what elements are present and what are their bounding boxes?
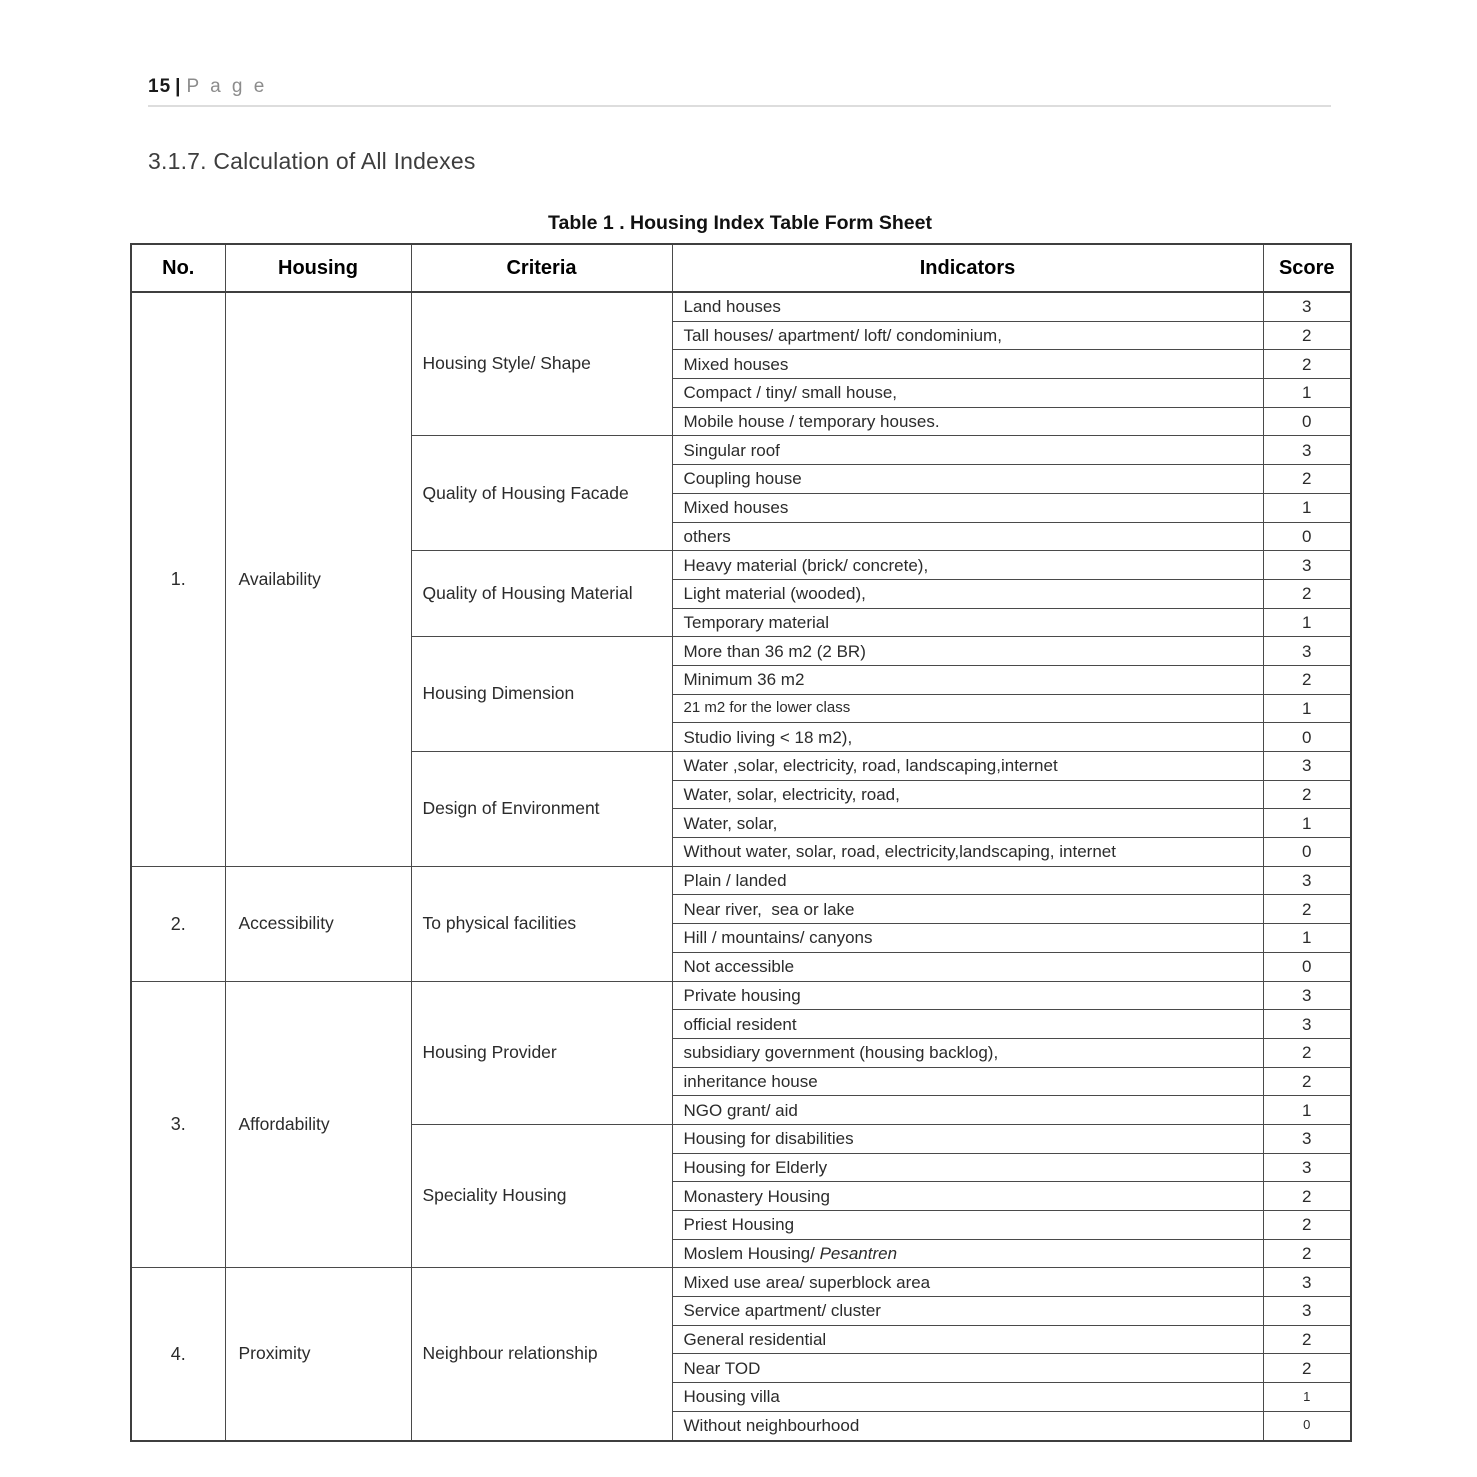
score-cell: 2 — [1263, 350, 1351, 379]
indicator-cell — [672, 1268, 1263, 1297]
score-cell: 3 — [1263, 1153, 1351, 1182]
criteria-cell-neighbour-relationship: Neighbour relationship — [411, 1268, 672, 1441]
score-cell: 3 — [1263, 637, 1351, 666]
indicator-text: 21 m2 for the lower class — [683, 699, 851, 717]
indicator-cell — [672, 493, 1263, 522]
indicator-cell — [672, 694, 1263, 723]
score-cell: 0 — [1263, 838, 1351, 867]
row-number-cell: 3. — [131, 981, 225, 1268]
indicator-text: Moslem Housing/ — [683, 1244, 820, 1264]
criteria-cell-speciality-housing: Speciality Housing — [411, 1124, 672, 1267]
indicator-cell — [672, 1411, 1263, 1440]
indicator-cell — [672, 723, 1263, 752]
score-cell: 2 — [1263, 579, 1351, 608]
score-cell: 1 — [1263, 694, 1351, 723]
indicator-cell — [672, 1124, 1263, 1153]
criteria-cell-quality-of-housing-facade: Quality of Housing Facade — [411, 436, 672, 551]
indicator-cell — [672, 1067, 1263, 1096]
score-cell: 2 — [1263, 1354, 1351, 1383]
indicator-cell — [672, 1182, 1263, 1211]
indicator-cell — [672, 1153, 1263, 1182]
score-cell: 0 — [1263, 723, 1351, 752]
table-title: Table 1 . Housing Index Table Form Sheet — [548, 212, 932, 234]
score-cell: 2 — [1263, 665, 1351, 694]
indicator-text: Temporary material — [683, 612, 829, 632]
row-number-cell: 2. — [131, 866, 225, 981]
score-cell: 0 — [1263, 522, 1351, 551]
row-number-cell: 4. — [131, 1268, 225, 1441]
indicator-cell — [672, 1354, 1263, 1383]
score-cell: 2 — [1263, 1038, 1351, 1067]
indicator-text: Studio living < 18 m2), — [683, 727, 853, 747]
indicator-cell — [672, 809, 1263, 838]
indicator-text: Land houses — [683, 297, 781, 317]
indicator-text: Mobile house / temporary houses. — [683, 412, 940, 432]
row-number-cell: 1. — [131, 292, 225, 866]
score-cell: 1 — [1263, 1383, 1351, 1412]
page-header-separator: | — [175, 76, 181, 97]
score-cell: 3 — [1263, 551, 1351, 580]
indicator-cell — [672, 866, 1263, 895]
indicator-text: Mixed use area/ superblock area — [683, 1272, 931, 1292]
indicator-cell — [672, 379, 1263, 408]
indicator-text: Water, solar, electricity, road, — [683, 785, 900, 805]
indicator-text: Mixed houses — [683, 354, 789, 374]
score-cell: 2 — [1263, 1325, 1351, 1354]
score-cell: 2 — [1263, 1211, 1351, 1240]
criteria-cell-to-physical-facilities: To physical facilities — [411, 866, 672, 981]
indicator-cell — [672, 952, 1263, 981]
indicator-cell — [672, 350, 1263, 379]
criteria-cell-quality-of-housing-material: Quality of Housing Material — [411, 551, 672, 637]
page-word: P a g e — [186, 76, 268, 97]
page-number: 15 — [148, 76, 172, 97]
column-header-housing: Housing — [225, 244, 411, 292]
indicator-cell — [672, 1383, 1263, 1412]
score-cell: 1 — [1263, 493, 1351, 522]
column-header-score: Score — [1263, 244, 1351, 292]
indicator-cell — [672, 1211, 1263, 1240]
indicator-text: Service apartment/ cluster — [683, 1301, 881, 1321]
indicator-cell — [672, 1325, 1263, 1354]
page-header — [148, 76, 267, 98]
indicator-cell — [672, 637, 1263, 666]
score-cell: 3 — [1263, 752, 1351, 781]
indicator-cell — [672, 1096, 1263, 1125]
header-rule — [148, 105, 1331, 107]
criteria-cell-design-of-environment: Design of Environment — [411, 752, 672, 867]
criteria-cell-housing-style-shape: Housing Style/ Shape — [411, 292, 672, 436]
housing-cell-proximity: Proximity — [225, 1268, 411, 1441]
table-row — [131, 981, 1351, 1010]
score-cell: 3 — [1263, 1297, 1351, 1326]
indicator-cell — [672, 522, 1263, 551]
table-body — [131, 292, 1351, 1441]
score-cell: 2 — [1263, 321, 1351, 350]
indicator-text: Light material (wooded), — [683, 584, 866, 604]
indicator-text: Heavy material (brick/ concrete), — [683, 555, 929, 575]
score-cell: 0 — [1263, 1411, 1351, 1440]
score-cell: 0 — [1263, 952, 1351, 981]
table-header-row — [131, 244, 1351, 292]
score-cell: 3 — [1263, 292, 1351, 321]
score-cell: 3 — [1263, 1010, 1351, 1039]
indicator-text: Compact / tiny/ small house, — [683, 383, 898, 403]
indicator-text: Water ,solar, electricity, road, landscaping,internet — [683, 756, 1058, 776]
indicator-text: Without water, solar, road, electricity,landscaping, internet — [683, 842, 1116, 862]
indicator-text: Plain / landed — [683, 871, 787, 891]
indicator-text: Minimum 36 m2 — [683, 670, 805, 690]
column-header-indicators: Indicators — [672, 244, 1263, 292]
indicator-cell — [672, 1297, 1263, 1326]
indicator-text: Near river, sea or lake — [683, 899, 855, 919]
indicator-cell — [672, 608, 1263, 637]
indicator-text: General residential — [683, 1330, 827, 1350]
housing-cell-affordability: Affordability — [225, 981, 411, 1268]
indicator-text: Without neighbourhood — [683, 1416, 860, 1436]
indicator-cell — [672, 1010, 1263, 1039]
indicator-text: Mixed houses — [683, 498, 789, 518]
table-row — [131, 292, 1351, 321]
criteria-cell-housing-provider: Housing Provider — [411, 981, 672, 1124]
score-cell: 2 — [1263, 780, 1351, 809]
indicator-cell — [672, 838, 1263, 867]
indicator-text: Hill / mountains/ canyons — [683, 928, 873, 948]
score-cell: 2 — [1263, 1067, 1351, 1096]
criteria-cell-housing-dimension: Housing Dimension — [411, 637, 672, 752]
indicator-text: More than 36 m2 (2 BR) — [683, 641, 866, 661]
indicator-text: Private housing — [683, 985, 801, 1005]
indicator-cell — [672, 780, 1263, 809]
table-head — [131, 244, 1351, 292]
indicator-text: Tall houses/ apartment/ loft/ condominium, — [683, 326, 1002, 346]
score-cell: 1 — [1263, 924, 1351, 953]
score-cell: 3 — [1263, 866, 1351, 895]
indicator-text: Housing for disabilities — [683, 1129, 854, 1149]
indicator-cell — [672, 895, 1263, 924]
score-cell: 3 — [1263, 981, 1351, 1010]
section-heading: 3.1.7. Calculation of All Indexes — [148, 148, 476, 174]
indicator-cell — [672, 924, 1263, 953]
indicator-cell — [672, 407, 1263, 436]
indicator-text-italic: Pesantren — [819, 1244, 898, 1264]
indicator-cell — [672, 465, 1263, 494]
score-cell: 2 — [1263, 1182, 1351, 1211]
score-cell: 2 — [1263, 465, 1351, 494]
score-cell: 3 — [1263, 1124, 1351, 1153]
housing-index-table — [130, 243, 1352, 1442]
indicator-cell — [672, 436, 1263, 465]
indicator-text: Housing for Elderly — [683, 1157, 828, 1177]
table-row — [131, 866, 1351, 895]
indicator-cell — [672, 665, 1263, 694]
indicator-text: inheritance house — [683, 1071, 818, 1091]
indicator-text: Water, solar, — [683, 813, 778, 833]
indicator-cell — [672, 1038, 1263, 1067]
indicator-text: subsidiary government (housing backlog), — [683, 1043, 999, 1063]
indicator-text: others — [683, 526, 731, 546]
score-cell: 3 — [1263, 436, 1351, 465]
score-cell: 1 — [1263, 608, 1351, 637]
score-cell: 2 — [1263, 895, 1351, 924]
table-row — [131, 1268, 1351, 1297]
indicator-cell — [672, 551, 1263, 580]
score-cell: 2 — [1263, 1239, 1351, 1268]
indicator-text: Housing villa — [683, 1387, 780, 1407]
indicator-text: official resident — [683, 1014, 797, 1034]
column-header-no: No. — [131, 244, 225, 292]
indicator-cell — [672, 752, 1263, 781]
indicator-text: Singular roof — [683, 440, 780, 460]
indicator-text: Priest Housing — [683, 1215, 795, 1235]
indicator-cell — [672, 579, 1263, 608]
score-cell: 1 — [1263, 809, 1351, 838]
indicator-cell — [672, 292, 1263, 321]
score-cell: 3 — [1263, 1268, 1351, 1297]
indicator-text: Monastery Housing — [683, 1186, 830, 1206]
score-cell: 1 — [1263, 1096, 1351, 1125]
column-header-criteria: Criteria — [411, 244, 672, 292]
indicator-cell — [672, 321, 1263, 350]
indicator-cell — [672, 1239, 1263, 1268]
score-cell: 0 — [1263, 407, 1351, 436]
indicator-text: NGO grant/ aid — [683, 1100, 798, 1120]
indicator-text: Coupling house — [683, 469, 802, 489]
indicator-cell — [672, 981, 1263, 1010]
indicator-text: Not accessible — [683, 957, 795, 977]
housing-cell-availability: Availability — [225, 292, 411, 866]
score-cell: 1 — [1263, 379, 1351, 408]
housing-cell-accessibility: Accessibility — [225, 866, 411, 981]
indicator-text: Near TOD — [683, 1358, 761, 1378]
